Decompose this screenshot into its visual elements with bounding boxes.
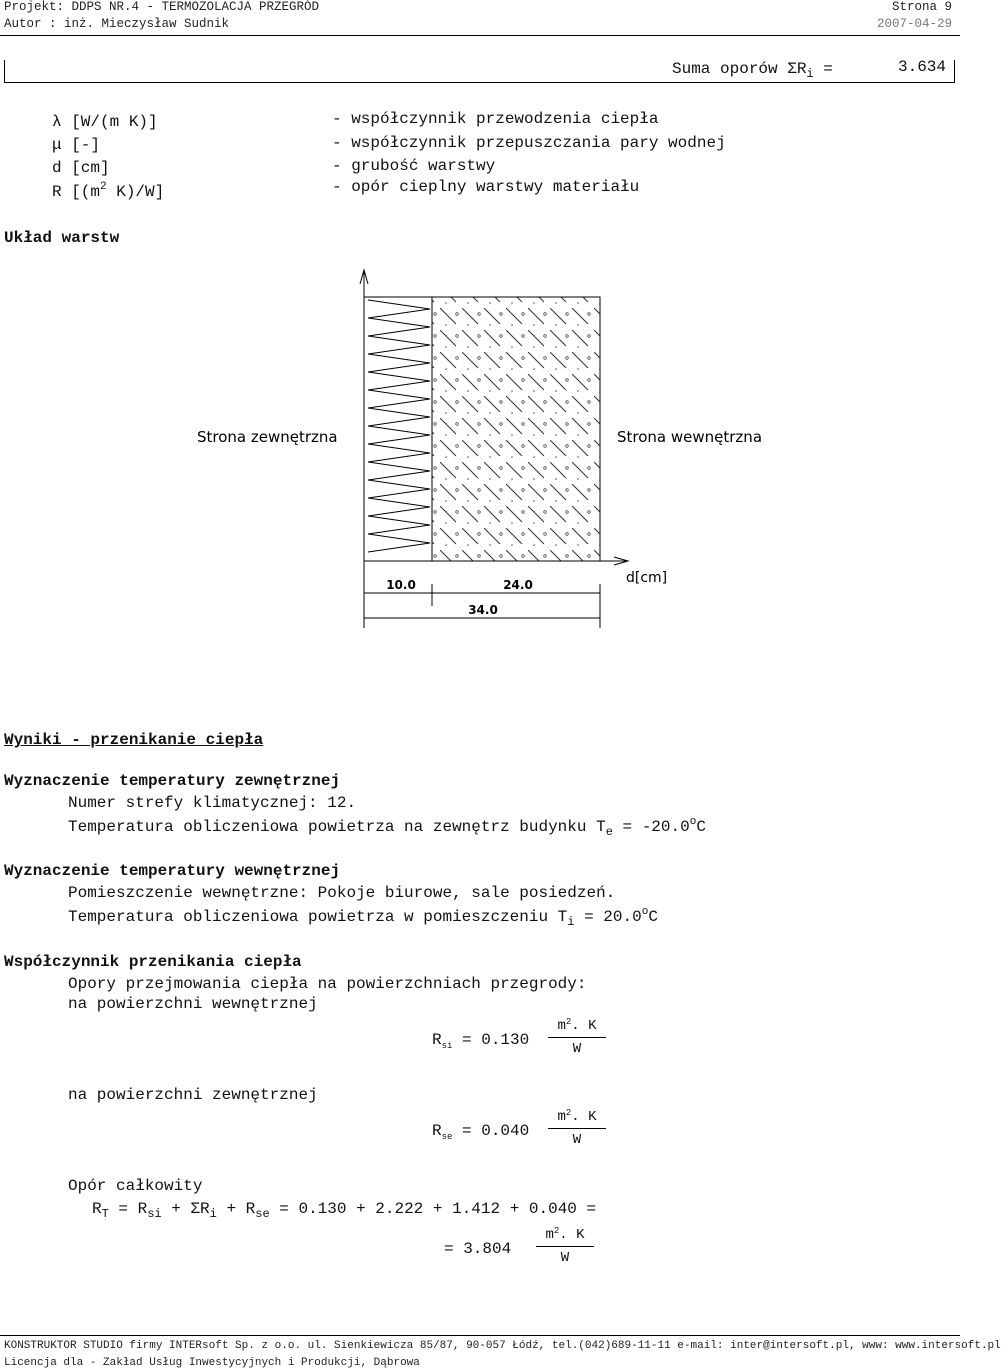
legend-desc-lambda: - współczynnik przewodzenia ciepła <box>332 110 659 128</box>
total-resistance-title: Opór całkowity <box>68 1177 203 1195</box>
sum-box-right <box>954 60 955 82</box>
project-title: Projekt: DDPS NR.4 - TERMOZOLACJA PRZEGRÓD <box>4 0 320 14</box>
wall-layers-diagram <box>180 262 763 634</box>
outer-surface-label: na powierzchni zewnętrznej <box>68 1086 318 1104</box>
sum-box-left <box>4 60 5 82</box>
axis-label: d[cm] <box>626 570 668 586</box>
layer-masonry <box>432 297 600 561</box>
footer-license: Licencja dla - Zakład Usług Inwestycyjnych i Produkcji, Dąbrowa <box>4 1357 420 1369</box>
climate-zone: Numer strefy klimatycznej: 12. <box>68 794 357 812</box>
label-inside: Strona wewnętrzna <box>617 428 763 446</box>
ext-temp-title: Wyznaczenie temperatury zewnętrznej <box>4 772 341 790</box>
footer-company: KONSTRUKTOR STUDIO firmy INTERsoft Sp. z o.o. ul. Sienkiewicza 85/87, 90-057 Łódź, tel.(042)689-11-11 e-mail: inter@intersoft.pl, www: www.intersoft.pl <box>4 1340 1001 1352</box>
legend-desc-mu: - współczynnik przepuszczania pary wodnej <box>332 134 726 152</box>
header-rule <box>0 35 960 36</box>
legend-sym-lambda: λ [W/(m K)] <box>52 113 158 131</box>
total-unit: $m^2$. K W <box>536 1227 594 1266</box>
legend-desc-r: - opór cieplny warstwy materiału <box>332 178 640 196</box>
legend-sym-mu: μ [-] <box>52 136 101 154</box>
legend-sym-r: R [($m^2$ K)/W] <box>52 181 165 201</box>
label-outside: Strona zewnętrzna <box>197 428 338 446</box>
total-resistance-result: = 3.804 <box>444 1240 512 1258</box>
total-resistance-formula: $R_T = R_{si} + \Sigma R_i + R_{se} = 0.130 + 2.222 + 1.412 + 0.040$ = <box>92 1200 597 1221</box>
surface-resistances-label: Opory przejmowania ciepła na powierzchniach przegrody: <box>68 975 587 993</box>
layers-title: Układ warstw <box>4 229 120 247</box>
sum-label: Suma oporów $\Sigma R_i$ = <box>672 60 833 81</box>
room-type: Pomieszczenie wewnętrzne: Pokoje biurowe, sale posiedzeń. <box>68 884 616 902</box>
ext-temperature: Temperatura obliczeniowa powietrza na zewnętrz budynku $T_e = -20.0^oC$ <box>68 816 706 839</box>
legend-sym-d: d [cm] <box>52 159 110 177</box>
dim-layer-2: 24.0 <box>503 578 533 592</box>
int-temperature: Temperatura obliczeniowa powietrza w pomieszczeniu $T_i = 20.0^oC$ <box>68 906 658 929</box>
rse-value: $R_{se} = 0.040$ <box>432 1122 530 1142</box>
results-title: Wyniki - przenikanie ciepła <box>4 731 264 749</box>
dim-total: 34.0 <box>468 603 498 617</box>
u-title: Współczynnik przenikania ciepła <box>4 953 302 971</box>
legend-desc-d: - grubość warstwy <box>332 157 496 175</box>
int-temp-title: Wyznaczenie temperatury wewnętrznej <box>4 862 341 880</box>
author: Autor : inż. Mieczysław Sudnik <box>4 17 230 31</box>
rse-unit: $m^2$. K W <box>548 1109 606 1148</box>
dim-layer-1: 10.0 <box>386 578 416 592</box>
footer-rule <box>0 1335 960 1336</box>
inner-surface-label: na powierzchni wewnętrznej <box>68 995 318 1013</box>
page-number: Strona 9 <box>891 0 952 14</box>
sum-box-bottom <box>4 82 955 83</box>
rsi-value: $R_{si} = 0.130$ <box>432 1031 530 1051</box>
date: 2007-04-29 <box>876 17 952 31</box>
rsi-unit: $m^2$. K W <box>548 1018 606 1057</box>
sum-value: 3.634 <box>898 58 947 76</box>
